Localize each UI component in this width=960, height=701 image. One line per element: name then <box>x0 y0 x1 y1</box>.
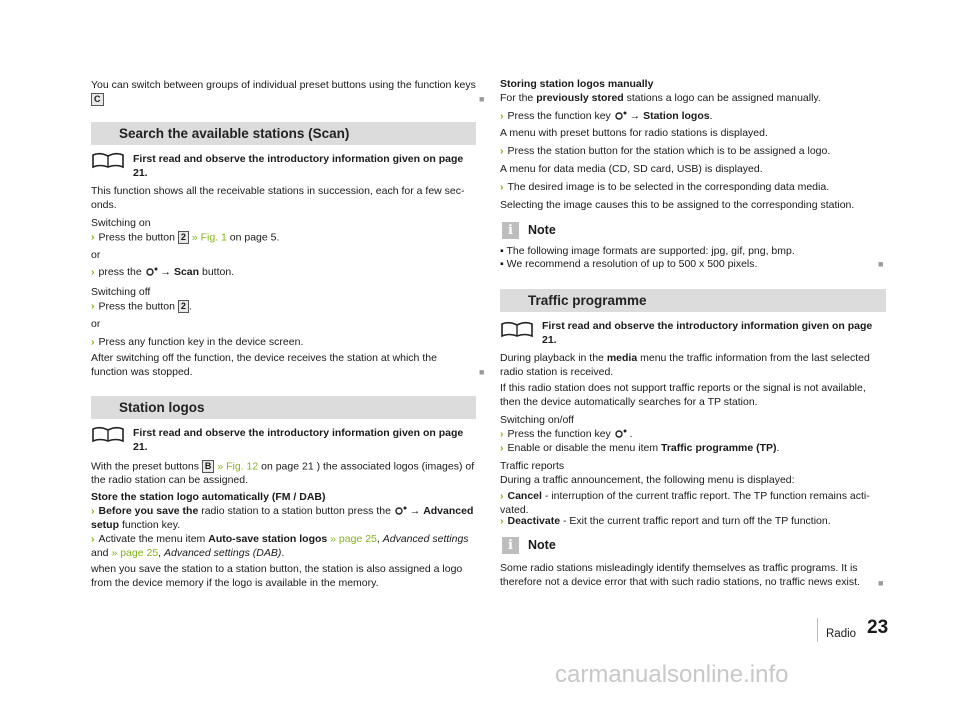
read-first-notice: First read and observe the introductory information given on page 21. <box>133 427 464 453</box>
note-title: Note <box>528 223 556 237</box>
settings-icon <box>145 267 158 277</box>
after-switch-off-text: After switching off the function, the device receives the station at which the function was stopped. <box>91 352 437 378</box>
note-bullet: ▪ We recommend a resolution of up to 500 x 500 pixels. <box>500 258 758 270</box>
button-key-2: 2 <box>178 300 189 313</box>
step-arrow-icon: › <box>500 515 504 527</box>
traffic-note-text: Some radio stations misleadingly identify themselves as traffic programs. It is therefore not a device error that with such radio stations, no traffic news exist. <box>500 562 860 588</box>
open-book-icon <box>91 425 125 443</box>
settings-icon <box>394 506 407 516</box>
traffic-reports-description: During a traffic announcement, the following menu is displayed: <box>500 474 795 486</box>
switching-on-step: › Press the button 2 » Fig. 1 on page 5. <box>91 231 280 244</box>
watermark: carmanualsonline.info <box>555 661 789 688</box>
step-arrow-icon: › <box>500 110 504 122</box>
traffic-reports-title: Traffic reports <box>500 460 565 472</box>
step-arrow-icon: › <box>500 442 504 454</box>
manual-step-3: › The desired image is to be selected in the corresponding data media. <box>500 181 830 193</box>
section-heading: Traffic programme <box>528 293 647 308</box>
step-arrow-icon: › <box>500 428 504 440</box>
switching-off-step: › Press the button 2 . <box>91 300 192 313</box>
footer-divider <box>817 618 818 642</box>
or-text: or <box>91 318 101 330</box>
settings-icon <box>614 111 627 121</box>
figure-link[interactable]: » Fig. 12 <box>217 460 259 473</box>
settings-icon <box>614 429 627 439</box>
note-bullet: ▪ The following image formats are supported: jpg, gif, png, bmp. <box>500 245 795 257</box>
end-mark-icon: ■ <box>878 259 884 269</box>
switching-on-step-alt: › press the → Scan button. <box>91 266 235 278</box>
manual-title: Storing station logos manually <box>500 78 654 90</box>
switching-onoff-title: Switching on/off <box>500 414 574 426</box>
section-heading: Station logos <box>119 400 205 415</box>
section-heading: Search the available stations (Scan) <box>119 126 350 141</box>
button-key-2: 2 <box>178 231 189 244</box>
footer-section: Radio <box>826 628 857 640</box>
end-mark-icon: ■ <box>878 578 884 588</box>
switching-on-title: Switching on <box>91 217 151 229</box>
end-mark-icon: ■ <box>479 94 485 104</box>
step-arrow-icon: › <box>500 145 504 157</box>
auto-store-title: Store the station logo automatically (FM / DAB) <box>91 491 326 503</box>
manual-for-text: For the previously stored stations a logo can be assigned manually. <box>500 92 821 104</box>
traffic-description: During playback in the media menu the traffic information from the last selected radio station is received. <box>500 352 870 378</box>
page-link[interactable]: » page 25 <box>330 533 377 545</box>
step-arrow-icon: › <box>91 533 95 545</box>
end-mark-icon: ■ <box>479 367 485 377</box>
or-text: or <box>91 249 101 261</box>
open-book-icon <box>500 320 534 338</box>
manual-step-1-result: A menu with preset buttons for radio stations is displayed. <box>500 127 768 139</box>
section-bar-logos <box>91 396 476 419</box>
manual-step-2: › Press the station button for the station which is to be assigned a logo. <box>500 145 831 157</box>
traffic-step-2: › Enable or disable the menu item Traffic programme (TP). <box>500 442 780 454</box>
section-bar-scan <box>91 122 476 145</box>
page-link[interactable]: » page 25 <box>111 546 159 559</box>
switching-off-step-alt: › Press any function key in the device screen. <box>91 336 304 348</box>
manual-step-1: › Press the function key → Station logos. <box>500 110 713 122</box>
step-arrow-icon: › <box>91 300 95 313</box>
traffic-description-2: If this radio station does not support traffic reports or the signal is not available, then the device automatically searches for a TP station. <box>500 382 866 408</box>
info-icon: i <box>502 222 519 239</box>
preset-key-b: B <box>202 460 215 473</box>
manual-step-3-result: Selecting the image causes this to be assigned to the corresponding station. <box>500 199 855 211</box>
auto-store-step-1: › Before you save the radio station to a station button press the → Advanced setup function key. <box>91 505 474 531</box>
auto-store-after: when you save the station to a station button, the station is also assigned a logo from the device memory if the logo is available in the memory. <box>91 563 463 589</box>
section-bar-traffic <box>500 289 886 312</box>
step-arrow-icon: › <box>91 505 95 517</box>
info-icon: i <box>502 537 519 554</box>
step-arrow-icon: › <box>91 266 95 278</box>
function-key-c: C <box>91 93 104 106</box>
cancel-option: › Cancel - interruption of the current traffic report. The TP function remains acti-vated. <box>500 490 870 516</box>
note-title: Note <box>528 538 556 552</box>
switching-off-title: Switching off <box>91 286 151 298</box>
open-book-icon <box>91 151 125 169</box>
intro-paragraph: You can switch between groups of individual preset buttons using the function keys C <box>91 79 476 104</box>
step-arrow-icon: › <box>500 181 504 193</box>
logos-description: With the preset buttons B » Fig. 12 on page 21 ) the associated logos (images) of the radio station can be assigned. <box>91 460 475 486</box>
figure-link[interactable]: » Fig. 1 <box>191 231 227 244</box>
step-arrow-icon: › <box>91 231 95 244</box>
read-first-notice: First read and observe the introductory information given on page 21. <box>542 320 873 346</box>
page-number: 23 <box>867 617 889 638</box>
scan-description: This function shows all the receivable stations in succession, each for a few sec-onds. <box>91 185 465 211</box>
read-first-notice: First read and observe the introductory information given on page 21. <box>133 153 464 179</box>
step-arrow-icon: › <box>91 336 95 348</box>
traffic-step-1: › Press the function key . <box>500 428 633 440</box>
step-arrow-icon: › <box>500 490 504 502</box>
manual-step-2-result: A menu for data media (CD, SD card, USB) is displayed. <box>500 163 763 175</box>
auto-store-step-2: › Activate the menu item Auto-save station logos » page 25, Advanced settings and » page 25, Advanced settings (DAB). <box>91 533 469 559</box>
deactivate-option: › Deactivate - Exit the current traffic report and turn off the TP function. <box>500 515 831 527</box>
